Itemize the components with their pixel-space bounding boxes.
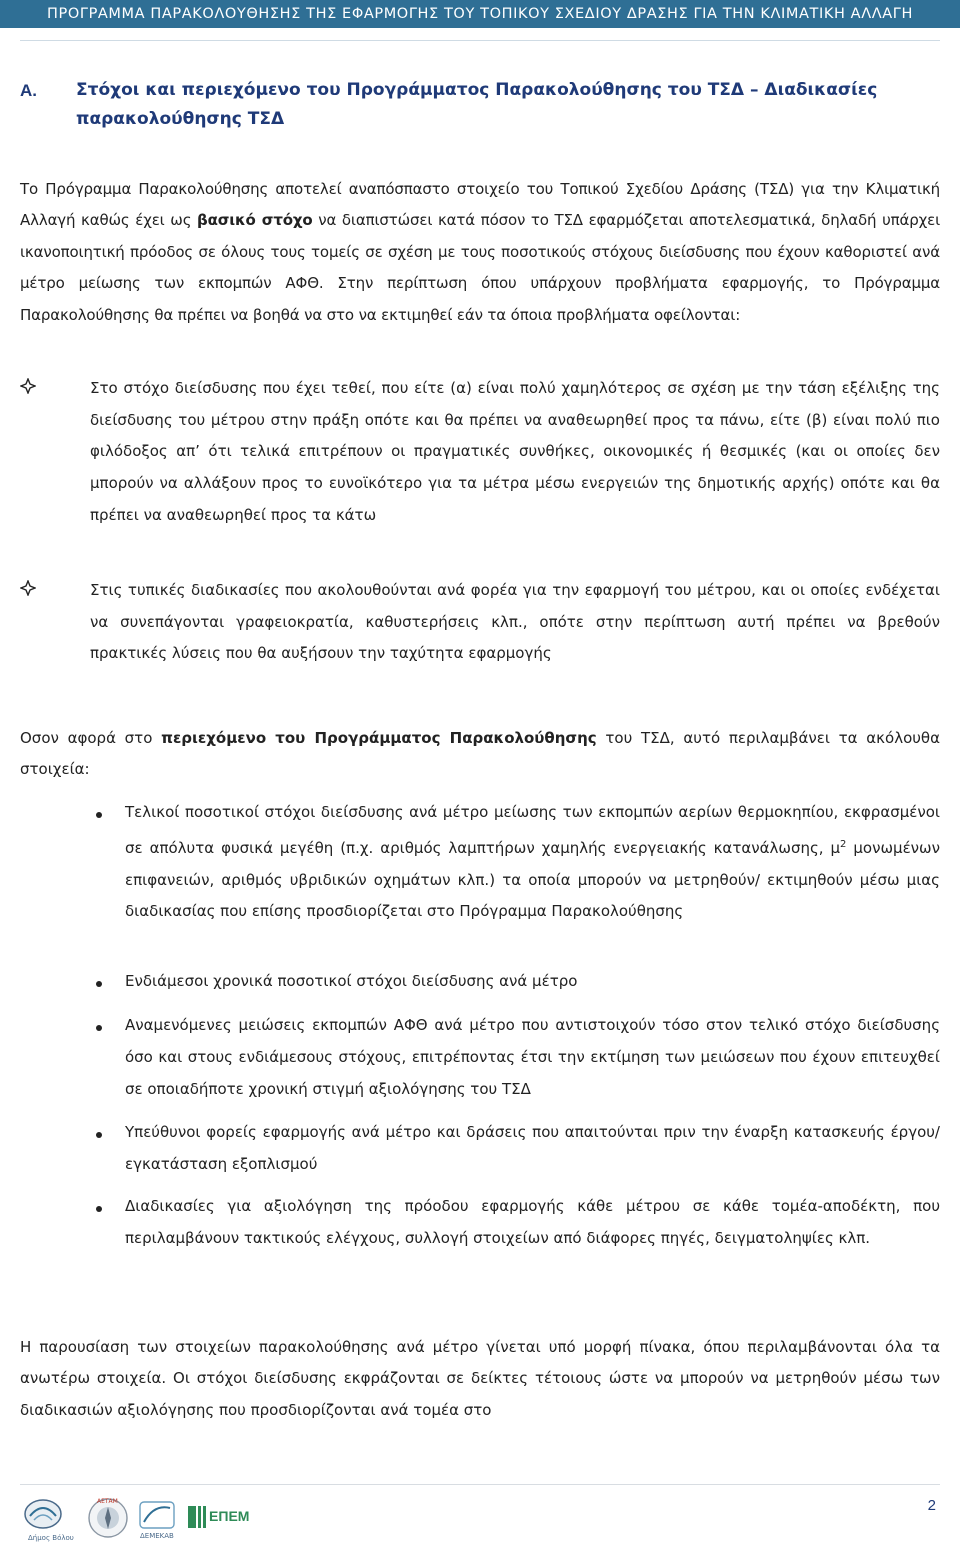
section-title: Στόχοι και περιεχόμενο του Προγράμματος Παρακολούθησης του ΤΣΔ – Διαδικασίες παρακολούθησης ΤΣΔ [76, 80, 878, 129]
cause-text: Στο στόχο διείσδυσης που έχει τεθεί, που είτε (α) είναι πολύ χαμηλότερος σε σχέση με την τάση εξέλιξης της διείσδυσης του μέτρου στην πράξη οπότε και θα πρέπει να αναθεωρηθεί προς τα πάνω, είτε (β) είναι πολύ πιο φιλόδοξος απ’ ότι τελικά επιτρέπουν οι πραγματικές συνθήκες, οικονομικές ή θεσμικές (και οι οποίες δεν μπορούν να αλλάξουν προς το ευνοϊκότερο για τα μέτρα μέσω ενεργειών της δημοτικής αρχής) οπότε και θα πρέπει να αναθεωρηθεί προς τα κάτω [90, 379, 940, 524]
section-heading [20, 76, 942, 136]
superscript: 2 [840, 838, 847, 850]
intro-paragraph [20, 174, 940, 331]
element-text-part: Τελικοί ποσοτικοί στόχοι διείσδυσης ανά μέτρο μείωσης των εκπομπών αερίων θερμοκηπίου, εκφρασμένοι σε απόλυτα φυσικά μεγέθη (π.χ. αριθμός λαμπτήρων χαμηλής ενεργειακής κατανάλωσης, μ [125, 803, 940, 857]
diamond-bullet-icon [20, 580, 36, 596]
logo-caption: ΔΕΜΕΚΑΒ [140, 1532, 174, 1540]
bullet-dot [96, 1025, 102, 1031]
content-text-1: Οσον αφορά στο [20, 729, 162, 747]
diamond-bullet-icon [20, 378, 36, 394]
element-text: Υπεύθυνοι φορείς εφαρμογής ανά μέτρο και δράσεις που απαιτούνται πριν την έναρξη κατασκευής έργου/ εγκατάσταση εξοπλισμού [125, 1123, 940, 1173]
element-text: Διαδικασίες για αξιολόγηση της πρόοδου εφαρμογής κάθε μέτρου σε κάθε τομέα-αποδέκτη, που περιλαμβάνουν τακτικούς ελέγχους, συλλογή στοιχείων από διάφορες πηγές, δειγματοληψίες κλπ. [125, 1197, 940, 1247]
element-text-part: μονωμένων επιφανειών, αριθμός υβριδικών οχημάτων κλπ.) τα οποία μπορούν να μετρηθούν/ εκτιμηθούν μέσω μιας διαδικασίας που επίσης προσδιορίζεται στο Πρόγραμμα Παρακολούθησης [125, 838, 940, 921]
bullet-dot [96, 812, 102, 818]
content-paragraph [20, 723, 940, 786]
element-text: Ενδιάμεσοι χρονικά ποσοτικοί στόχοι διείσδυσης ανά μέτρο [125, 972, 578, 990]
bullet-dot [96, 1206, 102, 1212]
running-header: ΠΡΟΓΡΑΜΜΑ ΠΑΡΑΚΟΛΟΥΘΗΣΗΣ ΤΗΣ ΕΦΑΡΜΟΓΗΣ ΤΟΥ ΤΟΠΙΚΟΥ ΣΧΕΔΙΟΥ ΔΡΑΣΗΣ ΓΙΑ ΤΗΝ ΚΛΙΜΑΤΙΚΗ ΑΛΛΑΓΗ [0, 0, 960, 28]
content-bold-term: περιεχόμενο του Προγράμματος Παρακολούθησης [161, 729, 597, 747]
intro-bold-term: βασικό στόχο [197, 211, 313, 230]
section-letter: Α. [20, 81, 37, 100]
footer-divider [20, 1484, 940, 1485]
intro-text-2: να διαπιστώσει κατά πόσον το ΤΣΔ εφαρμόζεται αποτελεσματικά, δηλαδή υπάρχει ικανοποιητική πρόοδος σε όλους τους τομείς σε σχέση με τους ποσοτικούς στόχους διείσδυσης που έχουν καθοριστεί ανά μέτρο μείωσης των εκπομπών ΑΦΘ. Στην περίπτωση όπου υπάρχουν προβλήματα εφαρμογής, το Πρόγραμμα Παρακολούθησης θα πρέπει να βοηθά να στο να εκτιμηθεί εάν τα όποια προβλήματα οφείλονται: [20, 211, 941, 324]
logo-caption: ΕΠΕΜ [209, 1508, 250, 1524]
element-text [125, 797, 940, 928]
element-text: Αναμενόμενες μειώσεις εκπομπών ΑΦΘ ανά μέτρο που αντιστοιχούν τόσο στον τελικό στόχο διείσδυσης όσο και στους ενδιάμεσους στόχους, επιτρέποντας έτσι την εκτίμηση των μειώσεων που έχουν επιτευχθεί σε οποιαδήποτε χρονική στιγμή αξιολόγησης του ΤΣΔ [125, 1016, 940, 1098]
intro-text-1: Το Πρόγραμμα Παρακολούθησης αποτελεί αναπόσπαστο στοιχείο του Τοπικού Σχεδίου Δράσης (ΤΣΔ) για την Κλιματική Αλλαγή καθώς έχει ως [20, 180, 940, 230]
logo-caption: Δήμος Βόλου [28, 1534, 74, 1542]
page-number: 2 [927, 1497, 936, 1514]
logo-caption: ΑΕΤΑΜ [97, 1498, 118, 1505]
bullet-dot [96, 981, 102, 987]
bullet-dot [96, 1132, 102, 1138]
closing-paragraph: Η παρουσίαση των στοιχείων παρακολούθησης ανά μέτρο γίνεται υπό μορφή πίνακα, όπου περιλαμβάνονται όλα τα ανωτέρω στοιχεία. Οι στόχοι διείσδυσης εκφράζονται σε δείκτες τέτοιους ώστε να μπορούν να μετρηθούν μέσω των διαδικασιών αξιολόγησης που προσδιορίζονται ανά τομέα στο [20, 1338, 940, 1419]
cause-text: Στις τυπικές διαδικασίες που ακολουθούνται ανά φορέα για την εφαρμογή του μέτρου, και οι οποίες ενδέχεται να συνεπάγονται γραφειοκρατία, καθυστερήσεις κλπ., οπότε στην περίπτωση αυτή πρέπει να βρεθούν πρακτικές λύσεις που θα αυξήσουν την ταχύτητα εφαρμογής [90, 581, 940, 663]
header-divider [20, 40, 940, 41]
content-text-2: του ΤΣΔ, αυτό περιλαμβάνει τα ακόλουθα στοιχεία: [20, 729, 940, 779]
